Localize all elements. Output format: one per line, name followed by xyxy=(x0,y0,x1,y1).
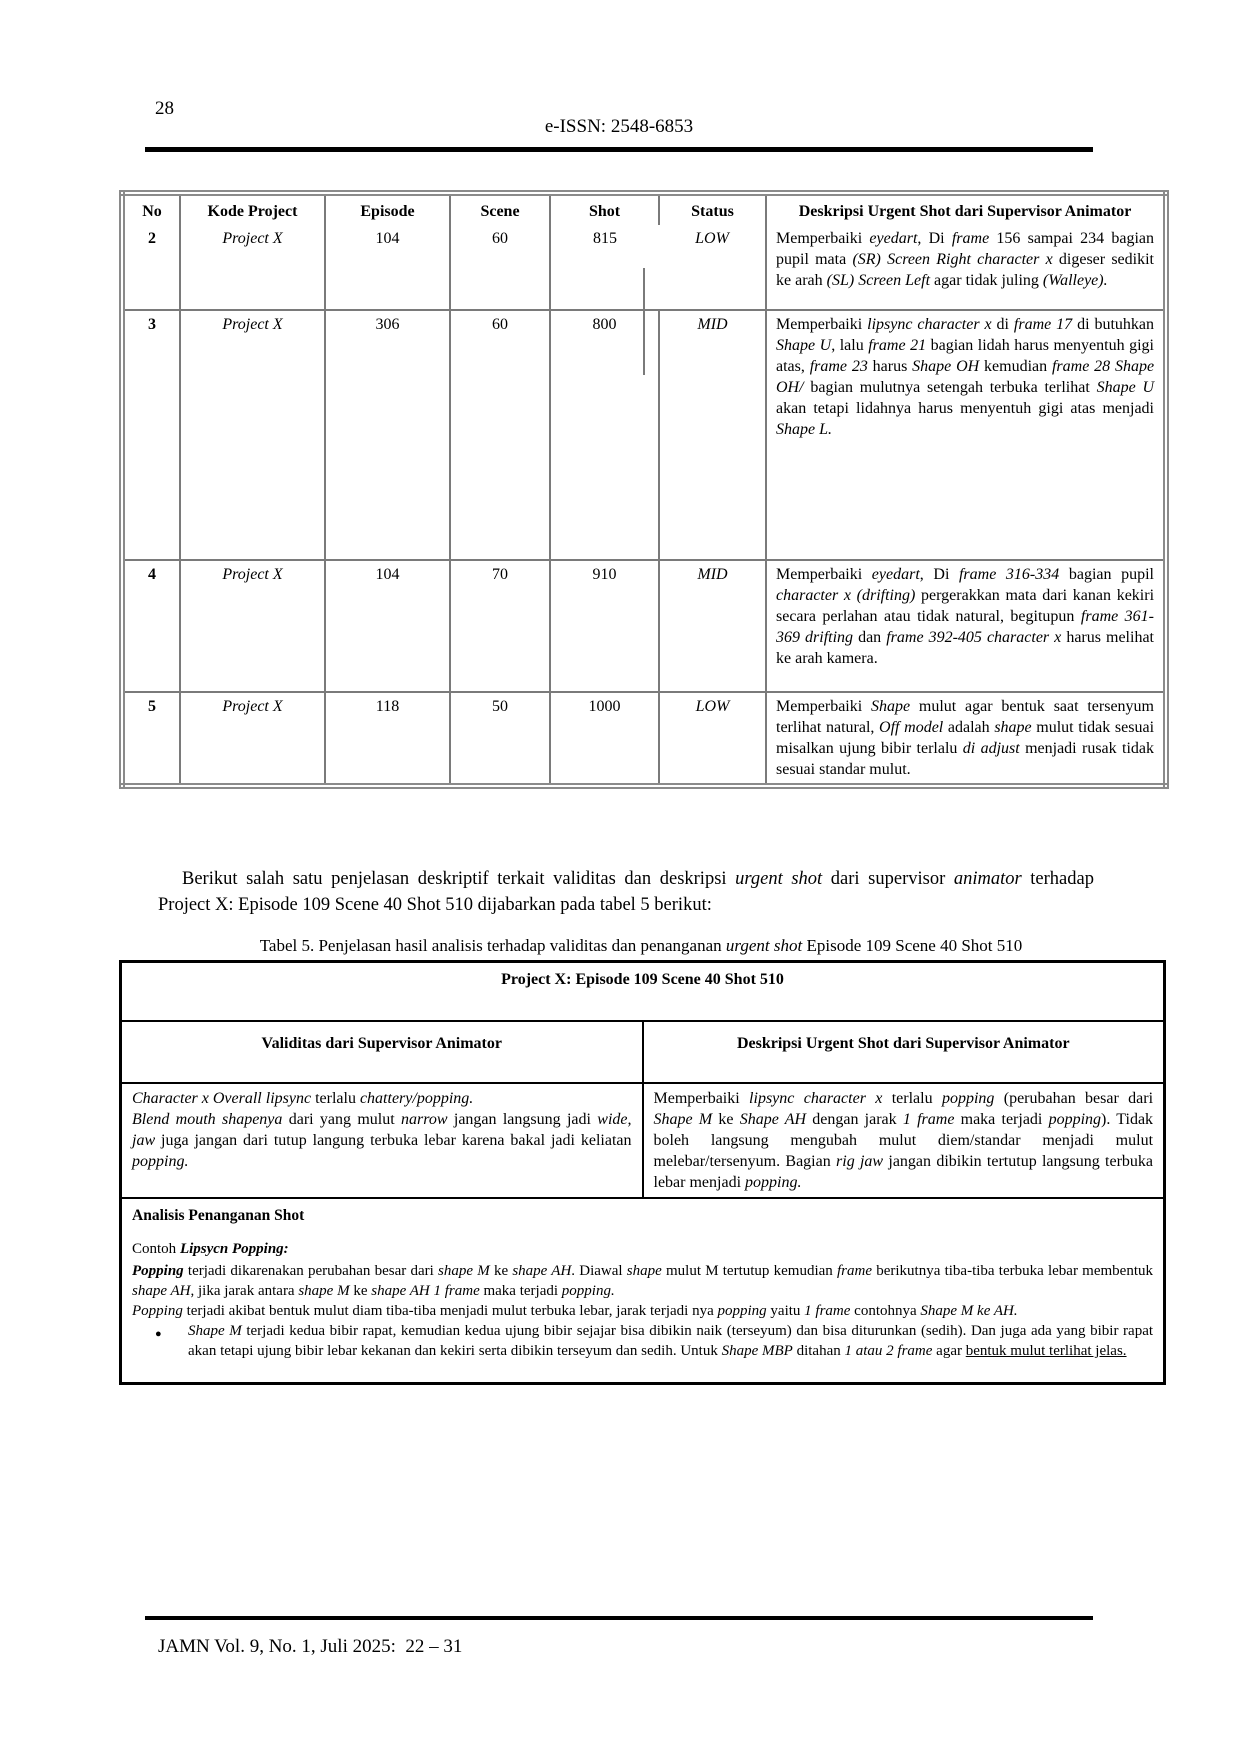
cell-episode: 306 xyxy=(325,310,450,560)
cell-kode-project: Project X xyxy=(180,225,325,310)
cell-no: 4 xyxy=(122,560,180,692)
analysis-table-header-row xyxy=(121,1021,1165,1083)
col-header-scene: Scene xyxy=(450,193,550,225)
cell-no: 2 xyxy=(122,225,180,310)
analysis-table-title: Project X: Episode 109 Scene 40 Shot 510 xyxy=(121,962,1165,1022)
analysis-table-content-row xyxy=(121,1083,1165,1198)
analysis-paragraph: Popping terjadi dikarenakan perubahan besar dari shape M ke shape AH. Diawal shape mulut M tertutup kemudian frame berikutnya tiba-tiba terbuka lebar membentuk shape AH, jika jarak antara shape M ke shape AH 1 frame maka terjadi popping. xyxy=(132,1263,1153,1299)
analysis-paragraph: Popping terjadi akibat bentuk mulut diam tiba-tiba menjadi mulut terbuka lebar, jarak terjadi nya popping yaitu 1 frame contohnya Shape M ke AH. xyxy=(132,1303,1018,1319)
analysis-section-row xyxy=(121,1198,1165,1384)
cell-kode-project: Project X xyxy=(180,310,325,560)
cell-shot: 1000 xyxy=(550,692,659,786)
journal-footer: JAMN Vol. 9, No. 1, Juli 2025: 22 – 31 xyxy=(158,1636,463,1657)
cell-episode: 104 xyxy=(325,560,450,692)
cell-analisis-penanganan xyxy=(121,1198,1165,1384)
cell-kode-project: Project X xyxy=(180,560,325,692)
analysis-contoh: Contoh Lipsycn Popping: xyxy=(132,1241,289,1257)
cell-shot: 800 xyxy=(550,310,659,560)
validitas-paragraph: Character x Overall lipsync terlalu chattery/popping. xyxy=(132,1090,474,1107)
cell-deskripsi: Memperbaiki lipsync character x di frame 17 di butuhkan Shape U, lalu frame 21 bagian lidah harus menyentuh gigi atas, frame 23 harus Shape OH kemudian frame 28 Shape OH/ bagian mulutnya setengah terbuka terlihat Shape U akan tetapi lidahnya harus menyentuh gigi atas menjadi Shape L. xyxy=(766,310,1166,560)
cell-scene: 50 xyxy=(450,692,550,786)
bullet-icon: ● xyxy=(155,1328,162,1340)
col-header-kode-project: Kode Project xyxy=(180,193,325,225)
col-header-deskripsi: Deskripsi Urgent Shot dari Supervisor Animator xyxy=(766,193,1166,225)
cell-deskripsi-urgent xyxy=(643,1083,1165,1198)
cell-shot: 910 xyxy=(550,560,659,692)
cell-episode: 118 xyxy=(325,692,450,786)
body-paragraph: Berikut salah satu penjelasan deskriptif terkait validitas dan deskripsi urgent shot dari supervisor animator terhadap Project X: Episode 109 Scene 40 Shot 510 dijabarkan pada tabel 5 berikut: xyxy=(158,869,1094,915)
analysis-bullet-item xyxy=(132,1321,1153,1361)
cell-shot: 815 xyxy=(550,225,659,310)
cell-status: MID xyxy=(659,560,766,692)
cell-status: MID xyxy=(659,310,766,560)
urgent-shot-table-wrap xyxy=(119,190,1163,789)
cell-no: 3 xyxy=(122,310,180,560)
cell-scene: 60 xyxy=(450,225,550,310)
table-row xyxy=(122,560,1166,692)
footer-rule xyxy=(145,1616,1093,1620)
cell-status: LOW xyxy=(659,692,766,786)
col-header-no: No xyxy=(122,193,180,225)
col-header-episode: Episode xyxy=(325,193,450,225)
validitas-paragraph: Blend mouth shapenya dari yang mulut narrow jangan langsung jadi wide, jaw juga jangan dari tutup langung terbuka lebar karena bakal jadi keliatan popping. xyxy=(132,1111,632,1170)
cell-episode: 104 xyxy=(325,225,450,310)
cell-status: LOW xyxy=(659,225,766,310)
analysis-bullet-text: Shape M terjadi kedua bibir rapat, kemudian kedua ujung bibir sejajar bisa dibikin naik (terseyum) dan bisa diturunkan (sedih). Dan juga ada yang bibir rapat akan tetapi ujung bibir lebar kekanan dan kekiri serta dibikin terseyum dan sedih. Untuk Shape MBP ditahan 1 atau 2 frame agar bentuk mulut terlihat jelas. xyxy=(188,1323,1154,1359)
table5-caption: Tabel 5. Penjelasan hasil analisis terhadap validitas dan penanganan urgent shot Episode 109 Scene 40 Shot 510 xyxy=(259,936,1023,955)
analysis-table-title-row xyxy=(121,962,1165,1022)
col-header-status: Status xyxy=(659,193,766,225)
cell-scene: 70 xyxy=(450,560,550,692)
cell-deskripsi: Memperbaiki eyedart, Di frame 156 sampai 234 bagian pupil mata (SR) Screen Right character x digeser sedikit ke arah (SL) Screen Left agar tidak juling (Walleye). xyxy=(766,225,1166,310)
cell-validitas xyxy=(121,1083,643,1198)
deskripsi-paragraph: Memperbaiki lipsync character x terlalu popping (perubahan besar dari Shape M ke Shape AH dengan jarak 1 frame maka terjadi popping). Tidak boleh langsung mengubah mulut diem/standar menjadi mulut melebar/tersenyum. Bagian rig jaw jangan dibikin tertutup langsung terbuka lebar menjadi popping. xyxy=(653,1090,1154,1191)
cell-deskripsi: Memperbaiki Shape mulut agar bentuk saat tersenyum terlihat natural, Off model adalah shape mulut tidak sesuai misalkan ujung bibir terlalu di adjust menjadi rusak tidak sesuai standar mulut. xyxy=(766,692,1166,786)
table-header-row xyxy=(122,193,1166,225)
cell-kode-project: Project X xyxy=(180,692,325,786)
cell-no: 5 xyxy=(122,692,180,786)
cell-scene: 60 xyxy=(450,310,550,560)
header-rule xyxy=(145,147,1093,152)
col-header-shot: Shot xyxy=(550,193,659,225)
page-number: 28 xyxy=(155,98,174,119)
col-header-deskripsi-urgent: Deskripsi Urgent Shot dari Supervisor Animator xyxy=(643,1021,1165,1083)
analysis-table xyxy=(119,960,1166,1385)
table-row xyxy=(122,692,1166,786)
col-header-validitas: Validitas dari Supervisor Animator xyxy=(121,1021,643,1083)
table-border-artifact xyxy=(643,268,645,375)
analysis-heading: Analisis Penanganan Shot xyxy=(132,1207,305,1224)
cell-deskripsi: Memperbaiki eyedart, Di frame 316-334 bagian pupil character x (drifting) pergerakkan mata dari kanan kekiri secara perlahan atau tidak natural, begitupun frame 361-369 drifting dan frame 392-405 character x harus melihat ke arah kamera. xyxy=(766,560,1166,692)
journal-issn: e-ISSN: 2548-6853 xyxy=(544,116,694,137)
